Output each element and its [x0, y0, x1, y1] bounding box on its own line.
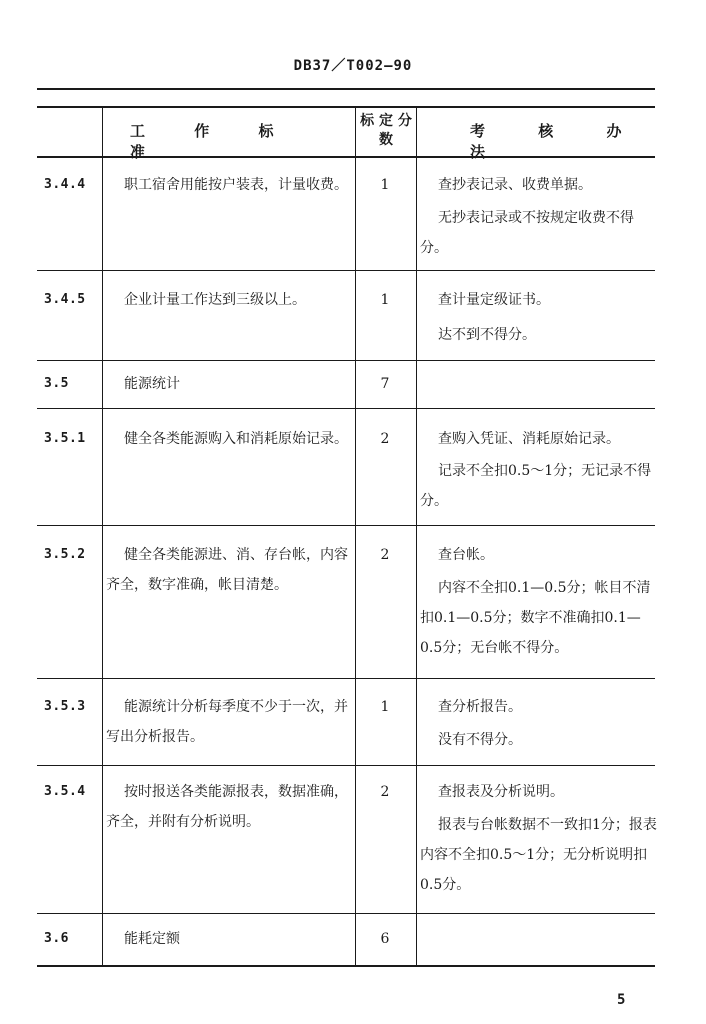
work-standard: 健全各类能源进、消、存台帐，内容齐全，数字准确，帐目清楚。 — [106, 547, 348, 593]
page-number: 5 — [617, 992, 626, 1008]
work-standard: 按时报送各类能源报表，数据准确，齐全，并附有分析说明。 — [106, 784, 348, 830]
assessment-method: 没有不得分。 — [438, 732, 522, 748]
score: 2 — [380, 784, 390, 800]
assessment-method: 达不到不得分。 — [438, 327, 536, 343]
row-divider — [37, 913, 655, 914]
column-rule — [355, 106, 356, 965]
item-number: 3.4.4 — [44, 177, 86, 192]
assessment-method: 无抄表记录或不按规定收费不得分。 — [420, 210, 634, 256]
bottom-rule — [37, 965, 655, 967]
header-top-rule — [37, 106, 655, 108]
assessment-method: 内容不全扣0.1—0.5分；帐目不清扣0.1—0.5分；数字不准确扣0.1—0.5分；无台帐不得分。 — [420, 580, 651, 656]
score: 7 — [380, 376, 390, 392]
work-standard: 健全各类能源购入和消耗原始记录。 — [124, 431, 348, 447]
assessment-method: 报表与台帐数据不一致扣1分；报表内容不全扣0.5～1分；无分析说明扣0.5分。 — [420, 817, 657, 893]
item-number: 3.5.3 — [44, 699, 86, 714]
assessment-method: 查计量定级证书。 — [438, 292, 550, 308]
assessment-method: 查分析报告。 — [438, 699, 522, 715]
assessment-method: 查报表及分析说明。 — [438, 784, 564, 800]
row-divider — [37, 765, 655, 766]
assessment-method: 记录不全扣0.5～1分；无记录不得分。 — [420, 463, 652, 509]
assessment-method: 查抄表记录、收费单据。 — [438, 177, 592, 193]
item-number: 3.5.2 — [44, 547, 86, 562]
row-divider — [37, 270, 655, 271]
work-standard: 企业计量工作达到三级以上。 — [124, 292, 306, 308]
row-divider — [37, 360, 655, 361]
header-method: 考 核 办 法 — [470, 122, 646, 161]
work-standard: 能源统计 — [124, 376, 180, 392]
score: 1 — [380, 292, 390, 308]
item-number: 3.5.4 — [44, 784, 86, 799]
column-rule — [416, 106, 417, 965]
top-rule — [37, 88, 655, 90]
row-divider — [37, 678, 655, 679]
assessment-method: 查台帐。 — [438, 547, 494, 563]
header-score: 标 定 分 数 — [360, 113, 412, 148]
score: 1 — [380, 177, 390, 193]
row-divider — [37, 525, 655, 526]
row-divider — [37, 408, 655, 409]
score: 2 — [380, 431, 390, 447]
work-standard: 职工宿舍用能按户装表，计量收费。 — [124, 177, 348, 193]
item-number: 3.5.1 — [44, 431, 86, 446]
score: 2 — [380, 547, 390, 563]
score: 1 — [380, 699, 390, 715]
document-code: DB37／T002—90 — [293, 58, 413, 74]
item-number: 3.5 — [44, 376, 69, 391]
work-standard: 能源统计分析每季度不少于一次，并写出分析报告。 — [106, 699, 348, 745]
header-standard: 工 作 标 准 — [130, 122, 296, 161]
item-number: 3.6 — [44, 931, 69, 946]
assessment-method: 查购入凭证、消耗原始记录。 — [438, 431, 620, 447]
score: 6 — [380, 931, 390, 947]
column-rule — [102, 106, 103, 965]
item-number: 3.4.5 — [44, 292, 86, 307]
work-standard: 能耗定额 — [124, 931, 180, 947]
